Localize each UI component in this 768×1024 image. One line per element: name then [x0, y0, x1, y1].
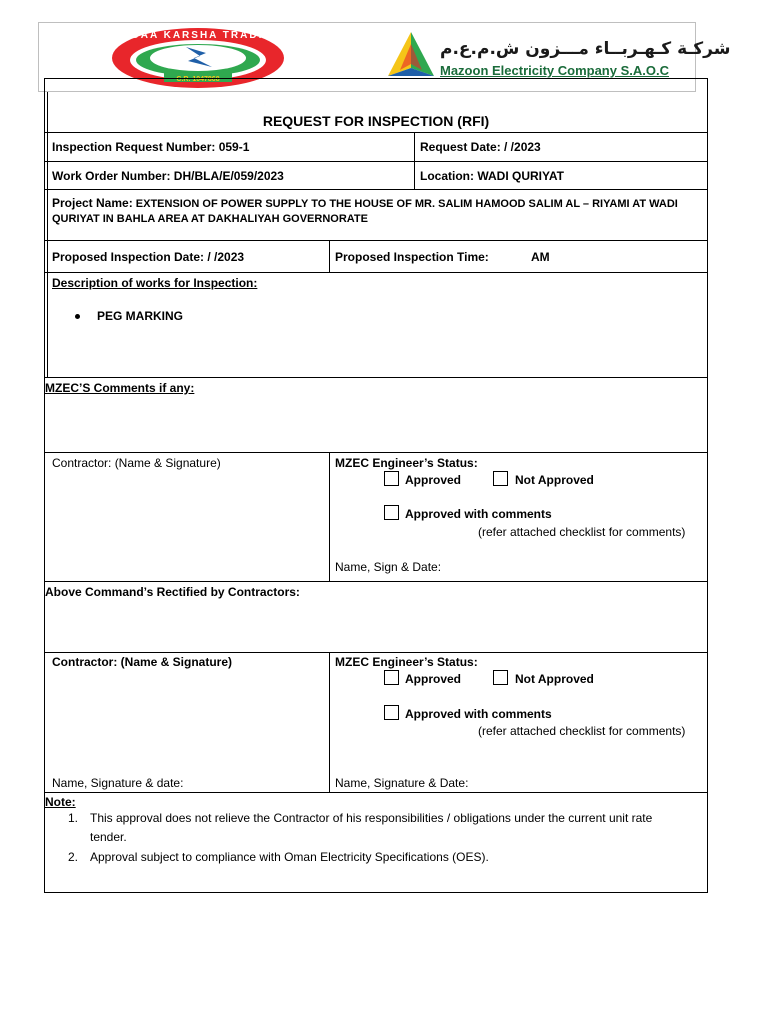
- description-heading: Description of works for Inspection:: [52, 276, 258, 290]
- table-right-border: [707, 78, 708, 892]
- row-divider: [44, 240, 708, 241]
- table-left-border: [44, 78, 45, 892]
- refer-checklist-note: (refer attached checklist for comments): [478, 525, 686, 539]
- proposed-inspection-date: Proposed Inspection Date: / /2023: [52, 250, 245, 264]
- row-divider: [44, 581, 708, 582]
- approved-checkbox[interactable]: [384, 471, 399, 486]
- row-divider: [44, 792, 708, 793]
- approved-with-comments-checkbox[interactable]: [384, 505, 399, 520]
- bullet-icon: [75, 314, 80, 319]
- note-number: 2.: [68, 850, 79, 864]
- engineer-status-label: MZEC Engineer’s Status:: [335, 655, 478, 669]
- note-number: 1.: [68, 811, 79, 825]
- row-divider: [44, 652, 708, 653]
- approved-label: Approved: [405, 473, 462, 487]
- note-item: Approval subject to compliance with Oman Electricity Specifications (OES).: [90, 850, 489, 864]
- mazoon-arabic-name: شركـة كـهـربــاء مـــزون ش.م.ع.م: [440, 39, 731, 59]
- approved-with-comments-checkbox[interactable]: [384, 705, 399, 720]
- not-approved-label: Not Approved: [515, 473, 594, 487]
- mzec-comments-heading: MZEC’S Comments if any:: [45, 381, 195, 395]
- mazoon-english-name: Mazoon Electricity Company S.A.O.C: [440, 63, 669, 78]
- approved-checkbox[interactable]: [384, 670, 399, 685]
- row-divider: [44, 189, 708, 190]
- row-divider: [44, 161, 708, 162]
- svg-text:SHUAA KARSHA TRADING: SHUAA KARSHA TRADING: [113, 30, 283, 41]
- contractor-label: Contractor: (Name & Signature): [52, 655, 233, 669]
- not-approved-checkbox[interactable]: [493, 471, 508, 486]
- name-sign-date: Name, Signature & Date:: [335, 776, 469, 790]
- approved-with-comments-label: Approved with comments: [405, 707, 552, 721]
- row-divider: [44, 377, 708, 378]
- row-divider: [44, 132, 708, 133]
- shuaa-karsha-logo: [108, 25, 288, 91]
- proposed-inspection-time: Proposed Inspection Time:: [335, 250, 489, 264]
- description-item: PEG MARKING: [97, 309, 184, 323]
- request-date: Request Date: / /2023: [420, 140, 541, 154]
- work-order-number: Work Order Number: DH/BLA/E/059/2023: [52, 169, 284, 183]
- engineer-status-label: MZEC Engineer’s Status:: [335, 456, 478, 470]
- table-top-border: [44, 78, 708, 79]
- note-heading: Note:: [45, 795, 76, 809]
- contractor-sign-date: Name, Signature & date:: [52, 776, 184, 790]
- column-divider: [329, 240, 330, 272]
- not-approved-checkbox[interactable]: [493, 670, 508, 685]
- column-divider: [414, 132, 415, 189]
- inspection-request-number: Inspection Request Number: 059-1: [52, 140, 250, 154]
- project-name-line2: QURIYAT IN BAHLA AREA AT DAKHALIYAH GOVERNORATE: [52, 213, 368, 225]
- page-title: REQUEST FOR INSPECTION (RFI): [262, 113, 490, 129]
- project-name-line1: EXTENSION OF POWER SUPPLY TO THE HOUSE OF MR. SALIM HAMOOD SALIM AL – RIYAMI AT WADI: [135, 198, 678, 210]
- rectified-heading: Above Command’s Rectified by Contractors:: [45, 585, 300, 599]
- note-item: This approval does not relieve the Contractor of his responsibilities / obligations under the current unit rate: [90, 811, 653, 825]
- row-divider: [44, 452, 708, 453]
- project-name-label: Project Name:: [52, 196, 133, 210]
- contractor-label: Contractor: (Name & Signature): [52, 456, 221, 470]
- name-sign-date: Name, Sign & Date:: [335, 560, 442, 574]
- proposed-inspection-time-value: AM: [531, 250, 550, 264]
- not-approved-label: Not Approved: [515, 672, 594, 686]
- table-bottom-border: [44, 892, 708, 893]
- refer-checklist-note: (refer attached checklist for comments): [478, 724, 686, 738]
- column-divider: [329, 652, 330, 792]
- approved-with-comments-label: Approved with comments: [405, 507, 552, 521]
- mazoon-pyramid-icon: [386, 30, 436, 78]
- svg-text:C.R. 1047868: C.R. 1047868: [176, 76, 220, 83]
- column-divider: [329, 452, 330, 581]
- location: Location: WADI QURIYAT: [420, 169, 564, 183]
- inner-left-border: [47, 92, 48, 377]
- row-divider: [44, 272, 708, 273]
- project-name: [52, 196, 678, 211]
- approved-label: Approved: [405, 672, 462, 686]
- note-item-continued: tender.: [90, 830, 127, 844]
